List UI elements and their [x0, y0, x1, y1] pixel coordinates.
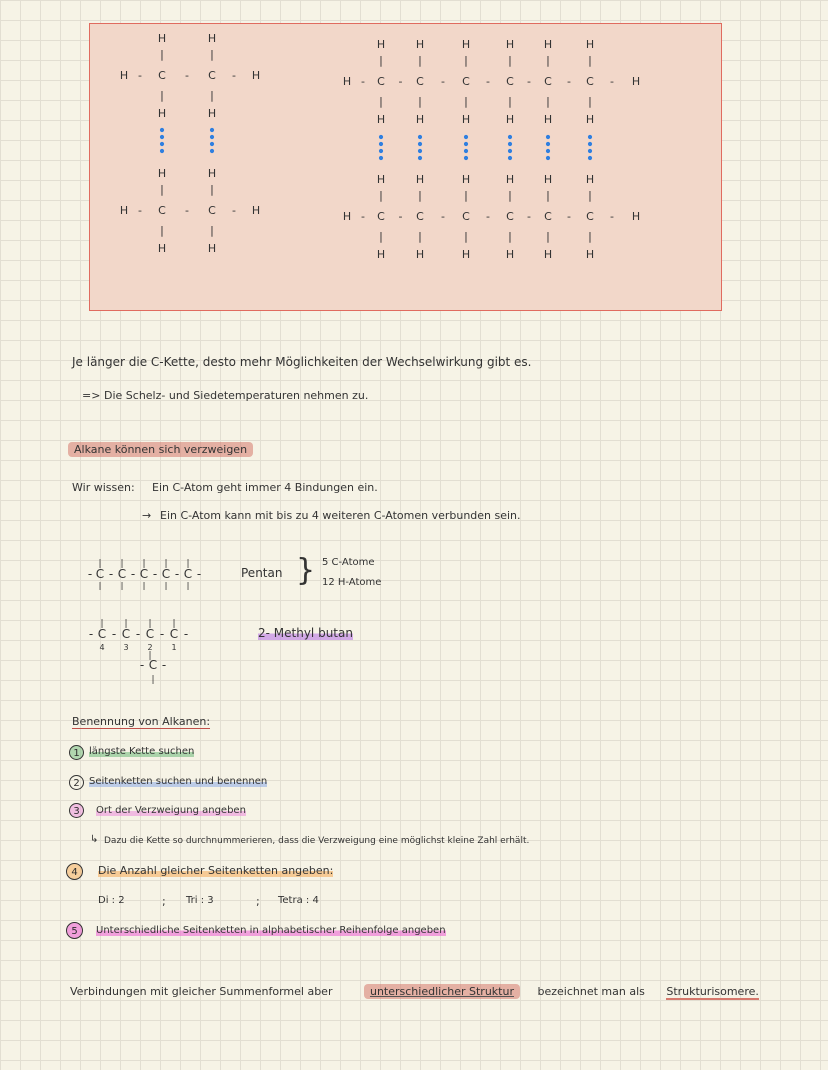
- step-5-text: Unterschiedliche Seitenketten in alphabetischer Reihenfolge angeben: [96, 925, 446, 936]
- methylbutan-formula-drawing: [86, 616, 216, 688]
- hydrogen-atom: H: [505, 113, 515, 126]
- bond-line: |: [148, 619, 152, 629]
- hydrogen-atom: H: [157, 242, 167, 255]
- hydrogen-atom: H: [415, 248, 425, 261]
- hydrogen-atom: H: [585, 173, 595, 186]
- bond-line: |: [464, 95, 468, 108]
- hydrogen-atom: H: [415, 38, 425, 51]
- bond-line: |: [588, 189, 592, 202]
- bond-line: -: [159, 627, 165, 641]
- hydrogen-atom: H: [461, 173, 471, 186]
- bond-line: -: [361, 75, 365, 88]
- bond-line: |: [98, 559, 102, 569]
- carbon-atom: C: [462, 210, 470, 223]
- bond-line: -: [174, 567, 180, 581]
- interaction-dot: [160, 142, 164, 146]
- bond-line: |: [508, 95, 512, 108]
- carbon-atom: C: [416, 210, 424, 223]
- interaction-dot: [418, 135, 422, 139]
- bond-line: -: [232, 204, 236, 217]
- carbon-atom: C: [148, 658, 158, 672]
- bond-line: -: [183, 627, 189, 641]
- carbon-atom: C: [158, 204, 166, 217]
- interaction-dot: [464, 149, 468, 153]
- carbon-atom: C: [169, 627, 179, 641]
- interaction-dot: [418, 156, 422, 160]
- bond-line: -: [135, 627, 141, 641]
- interaction-dot: [418, 142, 422, 146]
- step-2-text: Seitenketten suchen und benennen: [89, 776, 268, 787]
- interaction-dot: [160, 149, 164, 153]
- hydrogen-atom: H: [376, 38, 386, 51]
- interaction-dot: [210, 142, 214, 146]
- interaction-dot: [379, 149, 383, 153]
- bond-line: -: [441, 75, 445, 88]
- arrow-consequence: →: [142, 509, 152, 522]
- bond-line: |: [418, 189, 422, 202]
- bond-line: |: [160, 224, 164, 237]
- note-arrow: ↳: [90, 834, 99, 845]
- note-numbering: Dazu die Kette so durchnummerieren, dass die Verzweigung eine möglichst kleine Zahl erhält.: [104, 836, 530, 846]
- carbon-atom: C: [544, 75, 552, 88]
- hydrogen-atom: H: [207, 242, 217, 255]
- hydrogen-atom: H: [376, 113, 386, 126]
- text-c-connections: Ein C-Atom kann mit bis zu 4 weiteren C-Atomen verbunden sein.: [160, 509, 521, 522]
- carbon-atom: C: [208, 204, 216, 217]
- bond-line: |: [98, 582, 102, 590]
- carbon-atom: C: [208, 69, 216, 82]
- methylbutan-structure: [86, 616, 216, 692]
- hydrogen-atom: H: [631, 210, 641, 223]
- bond-line: -: [398, 75, 403, 88]
- hydrogen-atom: H: [543, 38, 553, 51]
- molecule-diagram-box: [89, 23, 722, 311]
- bond-line: |: [210, 89, 214, 102]
- pentan-name: Pentan: [241, 566, 283, 580]
- bond-line: -: [108, 567, 114, 581]
- heading-naming: Benennung von Alkanen:: [72, 715, 211, 728]
- bond-line: -: [138, 69, 142, 82]
- bond-line: -: [161, 658, 167, 672]
- bond-line: |: [186, 559, 190, 569]
- bond-line: |: [546, 54, 550, 67]
- interaction-dot: [588, 149, 592, 153]
- carbon-atom: C: [97, 627, 107, 641]
- bond-line: |: [379, 54, 383, 67]
- bond-line: |: [160, 48, 164, 61]
- bond-line: |: [508, 189, 512, 202]
- hydrogen-atom: H: [585, 248, 595, 261]
- interaction-dot: [588, 142, 592, 146]
- hydrogen-atom: H: [157, 32, 167, 45]
- bond-line: |: [508, 230, 512, 243]
- hydrogen-atom: H: [461, 248, 471, 261]
- interaction-dot: [379, 156, 383, 160]
- bond-line: |: [418, 54, 422, 67]
- bond-line: -: [527, 210, 531, 223]
- pentan-structure: [86, 556, 226, 594]
- carbon-number: 4: [99, 643, 105, 652]
- bond-line: -: [610, 210, 614, 223]
- interaction-dot: [508, 135, 512, 139]
- step-number-3: 3: [69, 803, 84, 818]
- hydrogen-atom: H: [251, 69, 261, 82]
- bond-line: |: [210, 224, 214, 237]
- hydrogen-atom: H: [207, 107, 217, 120]
- interaction-dot: [588, 156, 592, 160]
- interaction-dot: [464, 135, 468, 139]
- brace-icon: }: [296, 553, 316, 588]
- hydrogen-atom: H: [376, 248, 386, 261]
- carbon-atom: C: [586, 210, 594, 223]
- interaction-dot: [546, 156, 550, 160]
- bond-line: |: [120, 582, 124, 590]
- bond-line: -: [185, 204, 189, 217]
- hydrogen-atom: H: [585, 113, 595, 126]
- hydrogen-atom: H: [119, 69, 129, 82]
- bond-line: |: [546, 189, 550, 202]
- conclusion-post: bezeichnet man als: [537, 985, 645, 998]
- interaction-dot: [160, 135, 164, 139]
- bond-line: |: [124, 619, 128, 629]
- hydrogen-atom: H: [157, 107, 167, 120]
- interaction-dot: [464, 142, 468, 146]
- bond-line: |: [464, 54, 468, 67]
- bond-line: |: [142, 582, 146, 590]
- bond-line: |: [588, 54, 592, 67]
- bond-line: |: [142, 559, 146, 569]
- hydrogen-atom: H: [505, 173, 515, 186]
- prefix-separator-2: ;: [256, 895, 260, 908]
- prefix-tri: Tri : 3: [186, 895, 214, 906]
- arrow-implies: =>: [82, 389, 101, 402]
- heading-branching: Alkane können sich verzweigen: [68, 443, 253, 456]
- bond-line: |: [508, 54, 512, 67]
- step-3-text: Ort der Verzweigung angeben: [96, 805, 246, 816]
- bond-line: |: [164, 582, 168, 590]
- carbon-atom: C: [377, 75, 385, 88]
- interaction-dot: [210, 135, 214, 139]
- interaction-dot: [508, 149, 512, 153]
- carbon-atom: C: [158, 69, 166, 82]
- pentan-c-count: 5 C-Atome: [322, 557, 375, 568]
- interaction-dot: [508, 142, 512, 146]
- step-4-text: Die Anzahl gleicher Seitenketten angeben:: [98, 864, 334, 877]
- bond-line: |: [379, 189, 383, 202]
- carbon-atom: C: [462, 75, 470, 88]
- interaction-dot: [160, 128, 164, 132]
- interaction-dot: [546, 142, 550, 146]
- prefix-di: Di : 2: [98, 895, 125, 906]
- hydrogen-atom: H: [543, 173, 553, 186]
- carbon-atom: C: [95, 567, 105, 581]
- interaction-dot: [210, 149, 214, 153]
- hydrogen-atom: H: [207, 32, 217, 45]
- bond-line: |: [464, 189, 468, 202]
- carbon-atom: C: [183, 567, 193, 581]
- bond-line: |: [418, 95, 422, 108]
- hydrogen-atom: H: [631, 75, 641, 88]
- conclusion-line: [70, 985, 759, 998]
- bond-line: -: [610, 75, 614, 88]
- bond-line: -: [486, 75, 490, 88]
- carbon-atom: C: [117, 567, 127, 581]
- interaction-dot: [546, 135, 550, 139]
- text-chain-length: Je länger die C-Kette, desto mehr Möglichkeiten der Wechselwirkung gibt es.: [72, 355, 532, 369]
- carbon-atom: C: [145, 627, 155, 641]
- carbon-atom: C: [506, 75, 514, 88]
- hydrogen-atom: H: [119, 204, 129, 217]
- conclusion-term: Strukturisomere.: [666, 985, 759, 998]
- interaction-dot: [508, 156, 512, 160]
- interaction-dot: [464, 156, 468, 160]
- hydrogen-atom: H: [543, 248, 553, 261]
- bond-line: -: [139, 658, 145, 672]
- bond-line: -: [361, 210, 365, 223]
- bond-line: |: [546, 95, 550, 108]
- bond-line: |: [418, 230, 422, 243]
- step-number-5: 5: [66, 922, 83, 939]
- bond-line: -: [398, 210, 403, 223]
- bond-line: -: [441, 210, 445, 223]
- bond-line: -: [232, 69, 236, 82]
- bond-line: |: [186, 582, 190, 590]
- hydrogen-atom: H: [342, 210, 352, 223]
- bond-line: |: [210, 48, 214, 61]
- interaction-dot: [379, 135, 383, 139]
- bond-line: -: [152, 567, 158, 581]
- bond-line: |: [160, 183, 164, 196]
- hydrogen-atom: H: [342, 75, 352, 88]
- bond-line: |: [100, 619, 104, 629]
- bond-line: |: [379, 230, 383, 243]
- carbon-atom: C: [544, 210, 552, 223]
- bond-line: |: [172, 619, 176, 629]
- bond-line: -: [567, 75, 571, 88]
- conclusion-pre: Verbindungen mit gleicher Summenformel aber: [70, 985, 333, 998]
- bond-line: -: [138, 204, 142, 217]
- prefix-tetra: Tetra : 4: [278, 895, 319, 906]
- bond-line: -: [196, 567, 202, 581]
- hydrogen-atom: H: [157, 167, 167, 180]
- methylbutan-name: 2- Methyl butan: [258, 626, 353, 640]
- carbon-atom: C: [416, 75, 424, 88]
- hydrogen-atom: H: [415, 113, 425, 126]
- hydrogen-atom: H: [251, 204, 261, 217]
- hydrogen-atom: H: [376, 173, 386, 186]
- bond-line: |: [210, 183, 214, 196]
- hydrogen-atom: H: [543, 113, 553, 126]
- carbon-atom: C: [586, 75, 594, 88]
- bond-line: |: [588, 95, 592, 108]
- label-known: Wir wissen:: [72, 481, 135, 494]
- bond-line: |: [120, 559, 124, 569]
- hydrogen-atom: H: [461, 113, 471, 126]
- carbon-atom: C: [377, 210, 385, 223]
- text-four-bonds: Ein C-Atom geht immer 4 Bindungen ein.: [152, 481, 378, 494]
- conclusion-structure: unterschiedlicher Struktur: [364, 984, 520, 999]
- bond-line: -: [567, 210, 571, 223]
- hydrogen-atom: H: [505, 38, 515, 51]
- carbon-number: 1: [171, 643, 177, 652]
- step-number-2: 2: [69, 775, 84, 790]
- bond-line: |: [464, 230, 468, 243]
- bond-line: |: [160, 89, 164, 102]
- step-number-4: 4: [66, 863, 83, 880]
- interaction-dot: [210, 128, 214, 132]
- hydrogen-atom: H: [207, 167, 217, 180]
- bond-line: |: [148, 651, 152, 661]
- bond-line: -: [111, 627, 117, 641]
- bond-line: |: [588, 230, 592, 243]
- interaction-dot: [418, 149, 422, 153]
- carbon-atom: C: [506, 210, 514, 223]
- carbon-atom: C: [139, 567, 149, 581]
- carbon-atom: C: [161, 567, 171, 581]
- bond-line: -: [527, 75, 531, 88]
- interaction-dot: [546, 149, 550, 153]
- step-1-text: längste Kette suchen: [89, 746, 195, 757]
- prefix-separator-1: ;: [162, 895, 166, 908]
- interaction-dot: [588, 135, 592, 139]
- text-temperatures: Die Schelz- und Siedetemperaturen nehmen zu.: [104, 389, 369, 402]
- bond-line: |: [379, 95, 383, 108]
- hydrogen-atom: H: [415, 173, 425, 186]
- interaction-dot: [379, 142, 383, 146]
- bond-line: -: [185, 69, 189, 82]
- bond-line: |: [151, 675, 155, 685]
- hydrogen-atom: H: [505, 248, 515, 261]
- carbon-number: 3: [123, 643, 129, 652]
- hydrogen-atom: H: [461, 38, 471, 51]
- molecule-diagram: [90, 24, 723, 312]
- pentan-h-count: 12 H-Atome: [322, 577, 382, 588]
- bond-line: |: [546, 230, 550, 243]
- bond-line: -: [87, 567, 93, 581]
- bond-line: -: [130, 567, 136, 581]
- carbon-number: 2: [147, 643, 153, 652]
- pentan-formula-drawing: [86, 556, 226, 590]
- bond-line: -: [88, 627, 94, 641]
- step-number-1: 1: [69, 745, 84, 760]
- carbon-atom: C: [121, 627, 131, 641]
- hydrogen-atom: H: [585, 38, 595, 51]
- bond-line: -: [486, 210, 490, 223]
- bond-line: |: [164, 559, 168, 569]
